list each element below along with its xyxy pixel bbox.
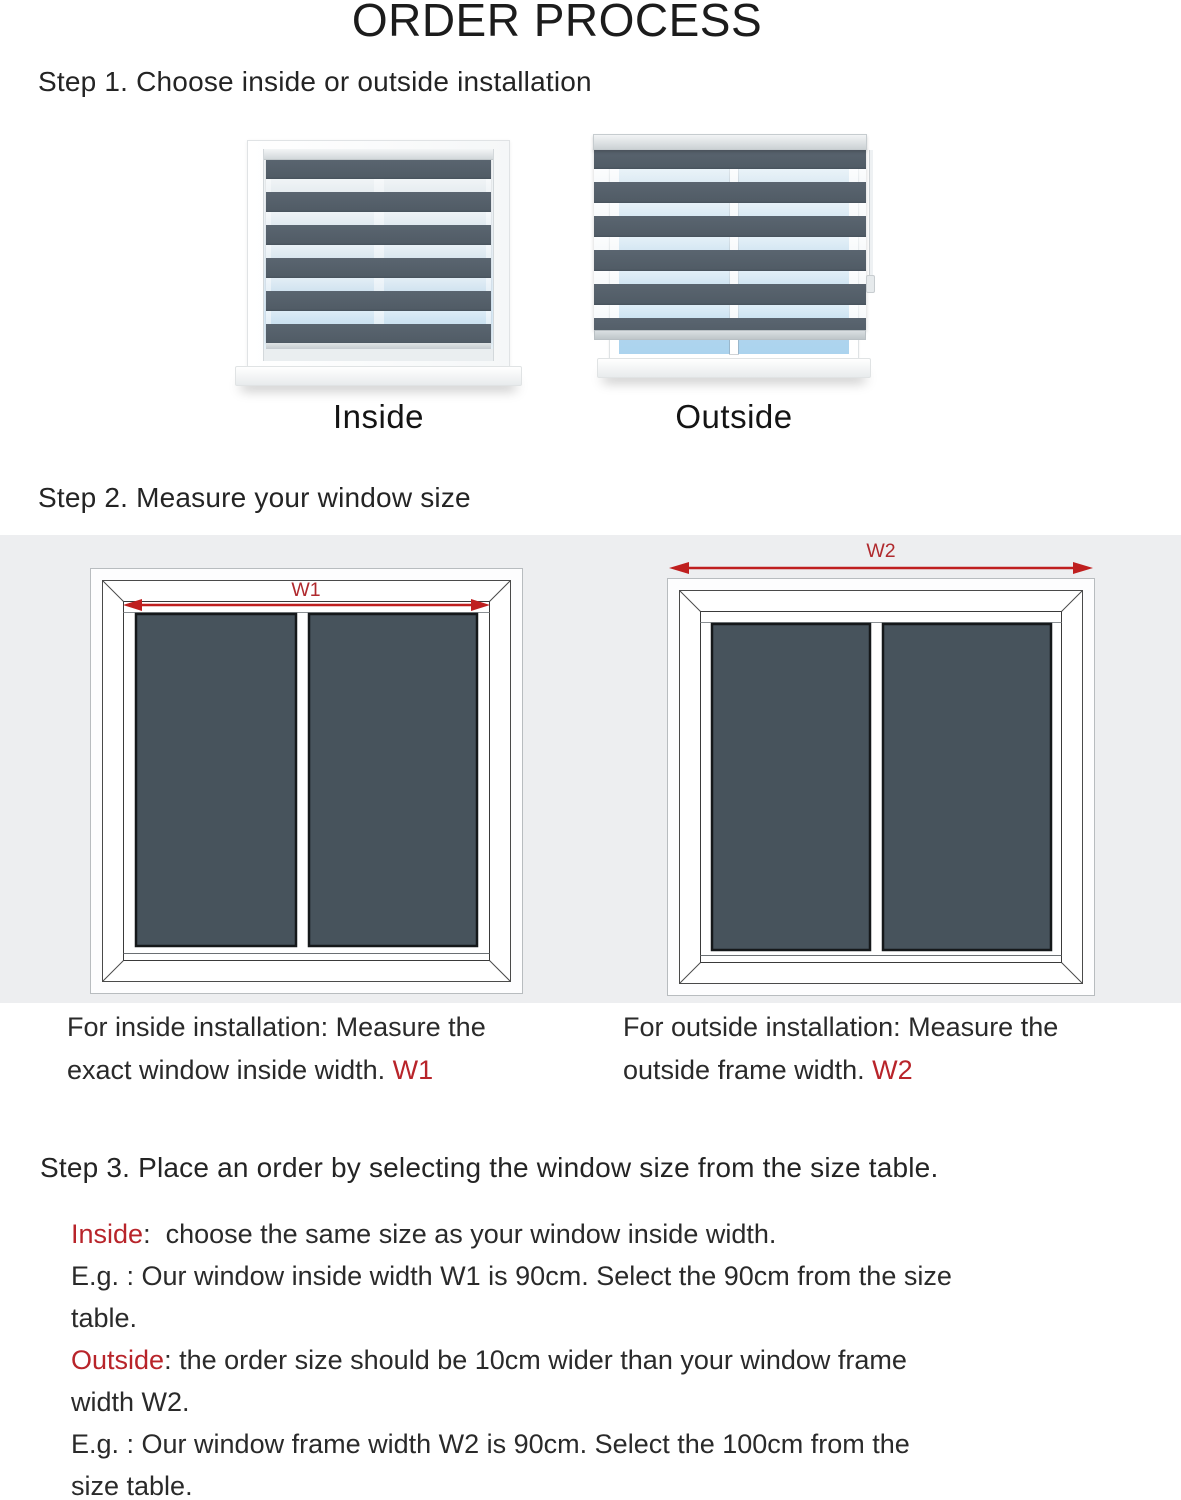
- caption-line2: outside frame width. W2: [623, 1055, 913, 1085]
- outside-installation-illustration: [593, 130, 875, 390]
- window-pane-right: [883, 624, 1051, 950]
- instruction-line: table.: [71, 1303, 138, 1333]
- window-sill: [235, 366, 522, 386]
- blind-cassette: [264, 149, 493, 160]
- page-title: ORDER PROCESS: [351, 0, 763, 46]
- window-recess: [263, 149, 494, 361]
- step1-heading: Step 1. Choose inside or outside installation: [38, 66, 592, 97]
- window-diagram-svg: [90, 568, 523, 994]
- blind-pull-cord: [869, 150, 873, 275]
- window-pane-left: [712, 624, 870, 950]
- instruction-line: width W2.: [71, 1387, 190, 1417]
- outside-measure-caption: [623, 1006, 1058, 1092]
- outside-measure-diagram: [667, 540, 1095, 996]
- window-diagram-svg: [667, 540, 1095, 996]
- w2-label: W2: [866, 540, 896, 562]
- zebra-blind-outside: [593, 134, 867, 338]
- caption-line2: exact window inside width. W1: [67, 1055, 434, 1085]
- w2-arrow: [669, 562, 1093, 574]
- window-pane-left: [136, 614, 296, 946]
- w2-reference: W2: [872, 1055, 913, 1085]
- instruction-line: Outside: the order size should be 10cm wider than your window frame: [71, 1345, 907, 1375]
- w1-reference: W1: [392, 1055, 434, 1085]
- step3-heading: Step 3. Place an order by selecting the window size from the size table.: [40, 1152, 939, 1183]
- w1-label: W1: [291, 579, 321, 601]
- inside-measure-caption: [67, 1006, 486, 1092]
- instruction-line: E.g. : Our window inside width W1 is 90cm. Select the 90cm from the size: [71, 1261, 952, 1291]
- caption-line1: For outside installation: Measure the: [623, 1012, 1059, 1042]
- step3-instructions: [71, 1213, 952, 1500]
- blind-cord-handle: [866, 275, 875, 293]
- window-sill: [597, 358, 871, 378]
- window-pane-right: [309, 614, 477, 946]
- instruction-line: size table.: [71, 1471, 193, 1500]
- inside-label: Inside: [332, 398, 425, 435]
- blind-bottom-rail: [594, 330, 866, 340]
- step2-heading: Step 2. Measure your window size: [38, 482, 471, 513]
- caption-line1: For inside installation: Measure the: [67, 1012, 486, 1042]
- window-lower-frame: [264, 349, 493, 361]
- zebra-blind-shade: [594, 148, 866, 330]
- window-frame: [247, 140, 510, 372]
- outside-label: Outside: [675, 398, 793, 435]
- instruction-line: E.g. : Our window frame width W2 is 90cm. Select the 100cm from the: [71, 1429, 910, 1459]
- inside-installation-illustration: [247, 140, 510, 396]
- blind-headrail: [593, 134, 867, 150]
- zebra-blind-shade: [266, 159, 491, 343]
- instruction-line: Inside: choose the same size as your window inside width.: [71, 1219, 777, 1249]
- inside-measure-diagram: [90, 568, 523, 994]
